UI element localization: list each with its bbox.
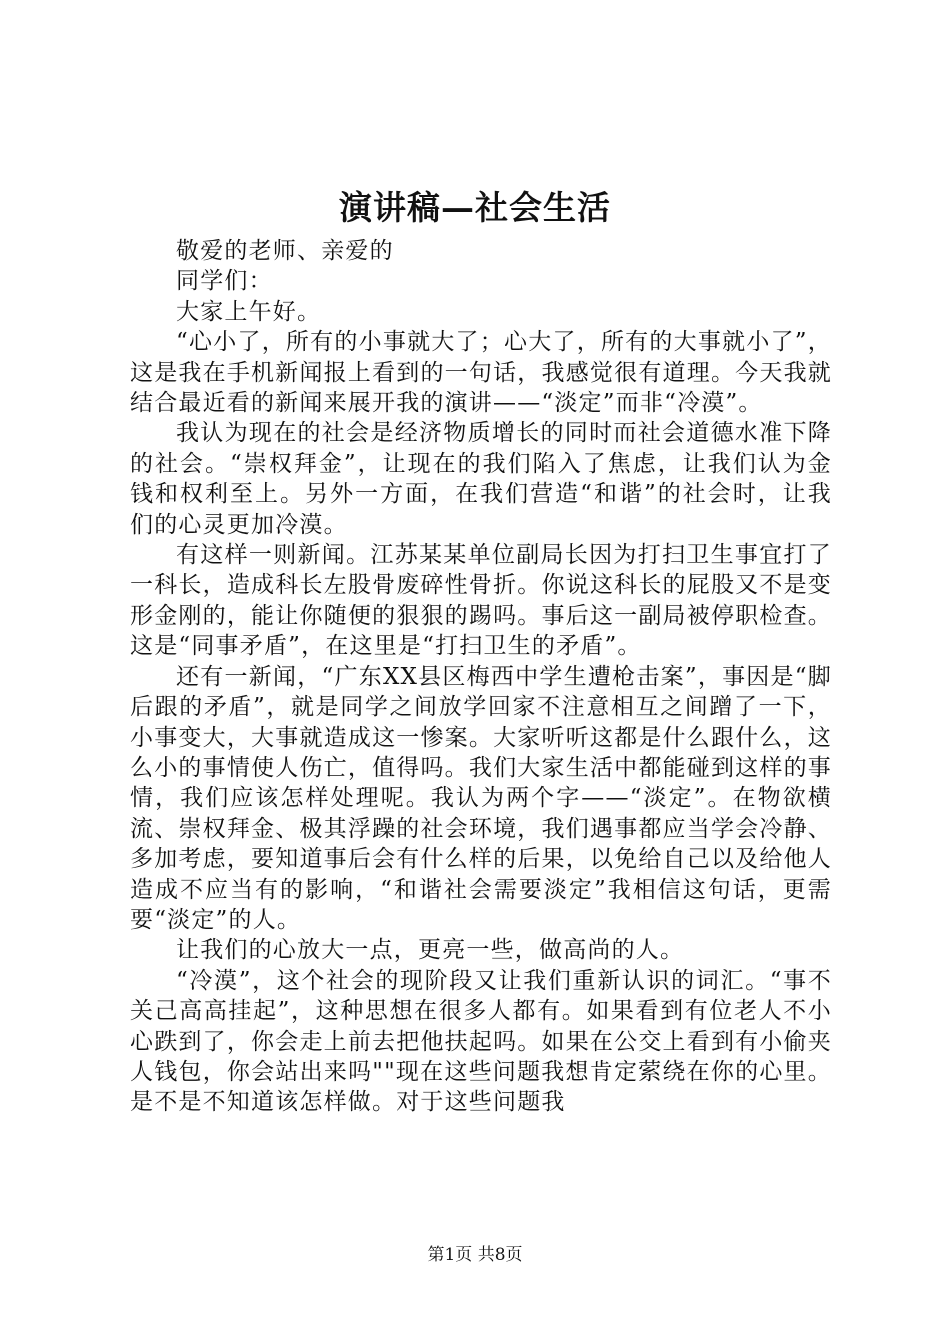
paragraph: 让我们的心放大一点，更亮一些，做高尚的人。 <box>176 937 685 964</box>
salutation-line-1: 敬爱的老师、亲爱的 <box>176 238 394 264</box>
salutation-line-2: 同学们： <box>176 268 273 295</box>
paragraph: 有这样一则新闻。江苏某某单位副局长因为打扫卫生事宜打了一科长，造成科长左股骨废碎性骨折。你说这科长的屁股又不是变形金刚的，能让你随便的狠狠的踢吗。事后这一副局被停职检查。这是“同事矛盾”，在这里是“打扫卫生的矛盾”。 <box>130 542 832 660</box>
paragraph: “冷漠”，这个社会的现阶段又让我们重新认识的词汇。“事不关己高高挂起”，这种思想在很多人都有。如果看到有位老人不小心跌到了，你会走上前去把他扶起吗。如果在公交上看到有小偷夹人钱包，你会站出来吗""现在这些问题我想肯定萦绕在你的心里。是不是不知道该怎样做。对于这些问题我 <box>130 967 832 1116</box>
paragraph: “心小了，所有的小事就大了；心大了，所有的大事就小了”，这是我在手机新闻报上看到的一句话，我感觉很有道理。今天我就结合最近看的新闻来展开我的演讲——“淡定”而非“冷漠”。 <box>130 329 832 417</box>
document-body <box>130 236 832 1118</box>
greeting: 大家上午好。 <box>176 298 322 325</box>
document-title: 演讲稿—社会生活 <box>339 188 611 227</box>
paragraph: 我认为现在的社会是经济物质增长的同时而社会道德水准下降的社会。“崇权拜金”，让现在的我们陷入了焦虑，让我们认为金钱和权利至上。另外一方面，在我们营造“和谐”的社会时，让我们的心灵更加冷漠。 <box>130 420 832 538</box>
paragraph: 还有一新闻，“广东XX县区梅西中学生遭枪击案”，事因是“脚后跟的矛盾”，就是同学之间放学回家不注意相互之间蹭了一下，小事变大，大事就造成这一惨案。大家听听这都是什么跟什么，这么小的事情使人伤亡，值得吗。我们大家生活中都能碰到这样的事情，我们应该怎样处理呢。我认为两个字——“淡定”。在物欲横流、崇权拜金、极其浮躁的社会环境，我们遇事都应当学会冷静、多加考虑，要知道事后会有什么样的后果，以免给自己以及给他人造成不应当有的影响，“和谐社会需要淡定”我相信这句话，更需要“淡定”的人。 <box>130 663 832 933</box>
page-footer: 第1页 共8页 <box>427 1245 523 1265</box>
